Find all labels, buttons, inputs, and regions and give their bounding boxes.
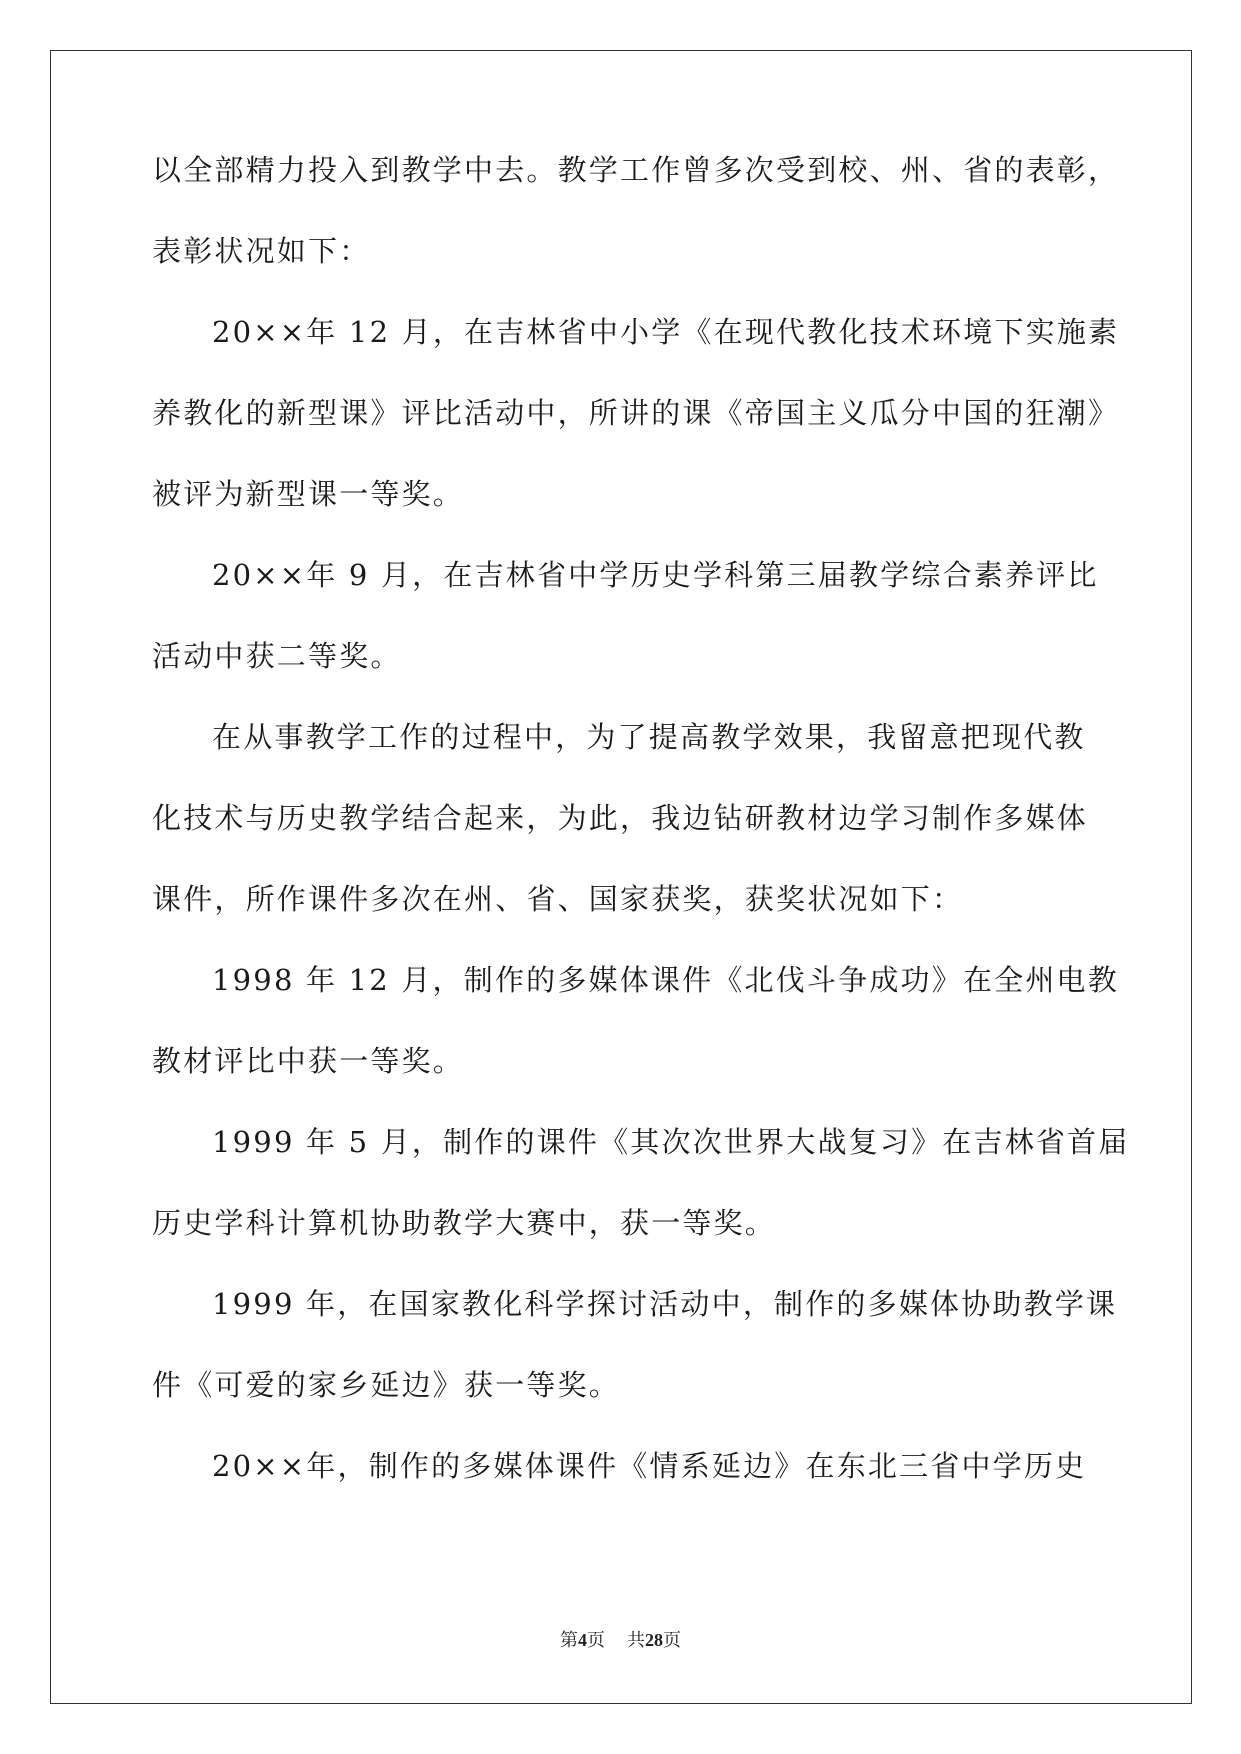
text-line: 以全部精力投入到教学中去。教学工作曾多次受到校、州、省的表彰， <box>152 153 1120 187</box>
document-body <box>152 150 1130 1487</box>
text-line: 化技术与历史教学结合起来，为此，我边钻研教材边学习制作多媒体 <box>152 801 1089 835</box>
text-line: 课件，所作课件多次在州、省、国家获奖，获奖状况如下： <box>152 882 964 916</box>
total-suffix: 页 <box>663 1630 681 1650</box>
paragraph-start: 20××年 12 月，在吉林省中小学《在现代教化技术环境下实施素 <box>212 315 1120 349</box>
text-line: 表彰状况如下： <box>152 234 371 268</box>
text-line: 教材评比中获一等奖。 <box>152 1044 465 1078</box>
page-suffix: 页 <box>587 1630 605 1650</box>
page-prefix: 第 <box>560 1630 578 1650</box>
paragraph-start: 在从事教学工作的过程中，为了提高教学效果，我留意把现代教 <box>212 720 1086 754</box>
paragraph-start: 1999 年，在国家教化科学探讨活动中，制作的多媒体协助教学课 <box>212 1287 1118 1321</box>
paragraph-start: 1998 年 12 月，制作的多媒体课件《北伐斗争成功》在全州电教 <box>212 963 1119 997</box>
total-prefix: 共 <box>627 1630 645 1650</box>
page-footer <box>0 1628 1241 1652</box>
paragraph-start: 1999 年 5 月，制作的课件《其次次世界大战复习》在吉林省首届 <box>212 1125 1130 1159</box>
text-line: 养教化的新型课》评比活动中，所讲的课《帝国主义瓜分中国的狂潮》 <box>152 396 1120 430</box>
page-total: 28 <box>645 1630 663 1650</box>
page-current: 4 <box>578 1630 587 1650</box>
paragraph-start: 20××年，制作的多媒体课件《情系延边》在东北三省中学历史 <box>212 1449 1087 1483</box>
text-line: 历史学科计算机协助教学大赛中，获一等奖。 <box>152 1206 777 1240</box>
text-line: 件《可爱的家乡延边》获一等奖。 <box>152 1368 621 1402</box>
text-line: 被评为新型课一等奖。 <box>152 477 465 511</box>
paragraph-start: 20××年 9 月，在吉林省中学历史学科第三届教学综合素养评比 <box>212 558 1099 592</box>
text-line: 活动中获二等奖。 <box>152 639 402 673</box>
